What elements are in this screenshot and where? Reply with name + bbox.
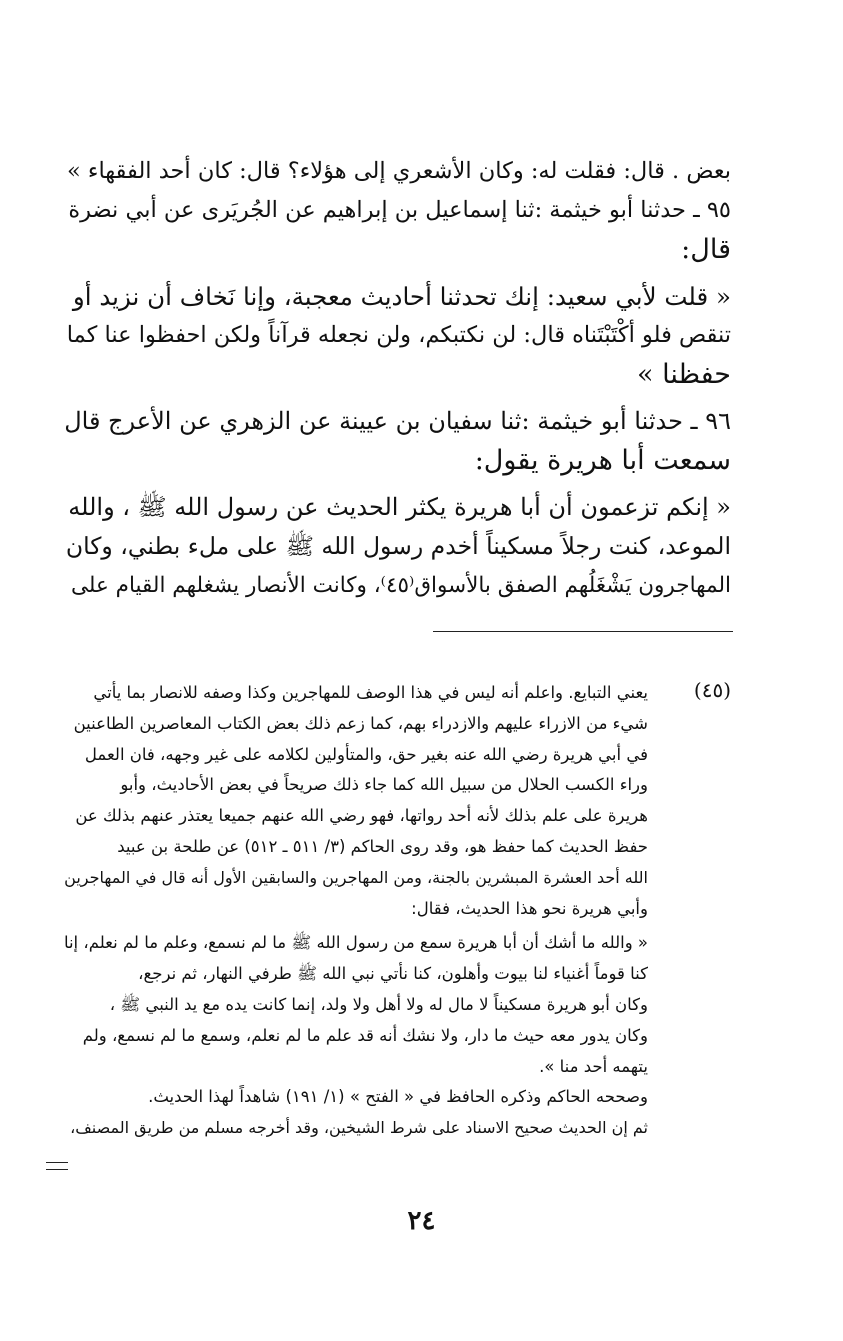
footnote-line: وكان يدور معه حيث ما دار، ولا نشك أنه قد علم ما لم نعلم، وسمع ما لم نسمع، ولم xyxy=(82,1025,648,1045)
main-text-line: قال: xyxy=(681,234,731,265)
footnote-line: شيء من الازراء عليهم والازدراء بهم، كما زعم ذلك بعض الكتاب المعاصرين الطاعنين xyxy=(73,713,648,733)
main-text xyxy=(62,152,731,605)
paragraph-gap xyxy=(62,394,731,402)
paragraph-gap xyxy=(62,269,731,277)
main-text-line: الموعد، كنت رجلاً مسكيناً أخدم رسول الله ﷺ على ملء بطني، وكان xyxy=(65,532,731,560)
main-text-line: « قلت لأبي سعيد: إنك تحدثنا أحاديث معجبة، وإنا نَخاف أن نزيد أو xyxy=(72,282,731,311)
main-text-line: ٩٥ ـ حدثنا أبو خيثمة :ثنا إسماعيل بن إبراهيم عن الجُريَرى عن أبي نضرة xyxy=(68,197,731,223)
footnote-line: الله أحد العشرة المبشرين بالجنة، ومن المهاجرين والسابقين الأول أنه قال في المهاجرين xyxy=(64,867,648,887)
main-text-line: سمعت أبا هريرة يقول: xyxy=(474,445,731,476)
footnote-line: وأبي هريرة نحو هذا الحديث، فقال: xyxy=(411,898,648,918)
page-number: ٢٤ xyxy=(407,1206,436,1236)
paragraph-gap xyxy=(62,480,731,488)
footnote-line: « والله ما أشك أن أبا هريرة سمع من رسول الله ﷺ ما لم نسمع، وعلم ما لم نعلم، إنا xyxy=(63,933,648,953)
footnote-line: وكان أبو هريرة مسكيناً لا مال له ولا أهل ولا ولد، إنما كانت يده مع يد النبي ﷺ ، xyxy=(109,994,648,1014)
footnote-line: كنا قوماً أغنياء لنا بيوت وأهلون، كنا نأتي نبي الله ﷺ طرفي النهار، ثم نرجع، xyxy=(138,964,648,984)
footnote-line: وراء الكسب الحلال من سبيل الله كما جاء ذلك صريحاً في بعض الأحاديث، وأبو xyxy=(120,775,648,795)
continuation-mark xyxy=(46,1162,68,1170)
main-text-line: حفظنا » xyxy=(637,359,731,390)
main-text-line: بعض . قال: فقلت له: وكان الأشعري إلى هؤلاء؟ قال: كان أحد الفقهاء » xyxy=(66,158,731,184)
footnote-line: في أبي هريرة رضي الله عنه بغير حق، والمتأولين لكلامه على غير وجهه، فان العمل xyxy=(84,744,648,764)
footnote-line: وصححه الحاكم وذكره الحافظ في « الفتح » (١/ ١٩١) شاهداً لهذا الحديث. xyxy=(148,1087,648,1107)
main-text-line: « إنكم تزعمون أن أبا هريرة يكثر الحديث عن رسول الله ﷺ ، والله xyxy=(68,493,731,521)
main-text-line: تنقص فلو أكْتَبْتَناه قال: لن نكتبكم، ولن نجعله قرآناً ولكن احفظوا عنا كما xyxy=(66,322,731,348)
footnote-line: يعني التبايع. واعلم أنه ليس في هذا الوصف للمهاجرين وكذا وصفه للانصار بما يأتي xyxy=(93,683,648,702)
footnote-text xyxy=(62,678,648,1144)
main-text-line: المهاجرون يَشْغَلُهم الصفق بالأسواق⁽٤٥⁾، وكانت الأنصار يشغلهم القيام على xyxy=(70,573,731,598)
footnote-line: هريرة على علم بذلك لأنه أحد رواتها، فهو رضي الله عنهم جميعا يعتذر عنهم بذلك عن xyxy=(75,806,648,826)
footnote-separator-line xyxy=(433,631,733,632)
footnote-line: يتهمه أحد منا ». xyxy=(539,1056,648,1076)
footnote-marker: (٤٥) xyxy=(693,678,731,702)
main-text-line: ٩٦ ـ حدثنا أبو خيثمة :ثنا سفيان بن عيينة عن الزهري عن الأعرج قال xyxy=(64,407,731,435)
footnote-line: ثم إن الحديث صحيح الاسناد على شرط الشيخين، وقد أخرجه مسلم من طريق المصنف، xyxy=(70,1118,648,1138)
footnote-line: حفظ الحديث كما حفظ هو، وقد روى الحاكم (٣/ ٥١١ ـ ٥١٢) عن طلحة بن عبيد xyxy=(117,836,648,856)
